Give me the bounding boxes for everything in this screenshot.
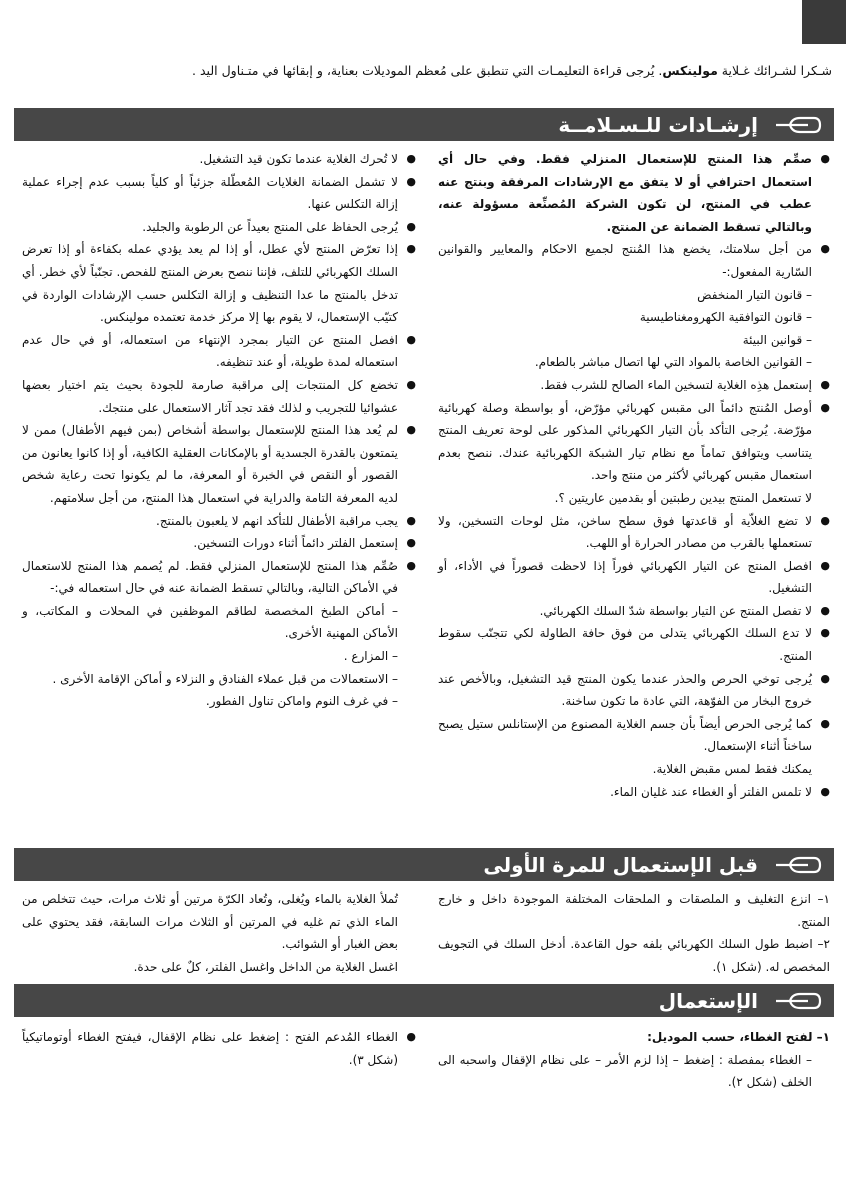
first-use-left-list [22,888,416,978]
first-use-right-list [438,888,830,978]
bullet-item: ● لا تفصل المنتج عن التيار بواسطة شدّ السلك الكهربائي. [438,600,830,623]
intro-after-brand: . يُرجى قراءة التعليمـات التي تنطبق على مُعظم الموديلات بعناية، و إبقائها في متـناول اليد . [192,63,663,78]
list-item: تُملأ الغلاية بالماء ويُغلى، وتُعاد الكرّة مرتين أو ثلاث مرات، حيث تتخلص من الماء الذي تم غليه في المرتين أو الثلاث مرات السابقة، فقد يحتوي على بعض الغبار أو الشوائب. [22,892,398,952]
bullet-item: ● أوصل المُنتج دائماً الى مقبس كهربائي مؤرّض، أو بواسطة وصلة كهربائية مؤرّضة. يُرجى التأكد بأن التيار الكهربائي المذكور على لوحة تعريف المنتج يتناسب ويتوافق تماماً مع نظام تيار الشبكة الكهربائية عندك. ننصح بعدم استعمال مقبس كهربائي لأكثر من منتج واحد. [438,397,830,487]
bullet-item: ● افصل المنتج عن التيار بمجرد الإنتهاء من استعماله، أو في حال عدم استعماله لمدة طويلة، أو عند تنظيفه. [22,329,416,374]
bullet-item: ● لا تُحرك الغلاية عندما تكون قيد التشغيل. [22,148,416,171]
safety-right-list [438,148,830,803]
use-right-column [438,1026,830,1094]
list-item: يمكنك فقط لمس مقبض الغلاية. [652,762,812,777]
bullet-item: ● إستعمل الفلتر دائماً أثناء دورات التسخين. [22,532,416,555]
section-bar-safety [14,108,834,141]
bullet-item: ● يُرجى توخي الحرص والحذر عندما يكون المنتج قيد التشغيل، وبالأخص عند خروج البخار من الفوّهة، التي عادة ما تكون ساخنة. [438,668,830,713]
first-use-left-column [22,888,416,978]
list-item: – قانون التيار المنخفض [697,287,812,302]
list-item: – المزارع . [343,649,398,664]
section-title-first-use: قبل الإستعمال للمرة الأولى [483,852,758,877]
bullet-item: ● إستعمل هذِه الغلاية لتسخين الماء الصالح للشرب فقط. [438,374,830,397]
list-item: – قوانين البيئة [742,332,812,347]
bullet-item: ● يجب مراقبة الأطفال للتأكد انهم لا يلعبون بالمنتج. [22,510,416,533]
list-item: – الاستعمالات من قبل عملاء الفنادق و النزلاء و أماكن الإقامة الأخرى . [52,671,398,686]
section-bar-first-use [14,848,834,881]
bullet-item: ● لم يُعد هذا المنتج للإستعمال بواسطة أشخاص (بمن فيهم الأطفال) ممن لا يتمتعون بالقدرة الجسدية أو بالإمكانات العقلية الكافية، أو إذا كانوا يعانون من القصور أو النقص في الخبرة أو المعرفة، ما لم يكونوا تحت رعاية شخص لديه المعرفة التامة والدراية في استعمال هذا المنتج، من أجل سلامتهم. [22,419,416,509]
bullet-item: ● لا تدع السلك الكهربائي يتدلى من فوق حافة الطاولة لكي تتجنّب سقوط المنتج. [438,622,830,667]
page-corner-tab [802,0,846,44]
pointing-hand-icon [770,113,826,137]
pointing-hand-icon [770,989,826,1013]
bullet-item: ● لا تلمس الفلتر أو الغطاء عند غليان الماء. [438,781,830,804]
intro-before-brand: شـكرا لشـرائك غـلاية [717,63,832,78]
safety-left-column [22,148,416,713]
section-title-safety: إرشـادات للـسـلامــة [558,112,758,137]
bullet-item: ● كما يُرجى الحرص أيضاً بأن جسم الغلاية المصنوع من الإستانلس ستيل يصبح ساخناً أثناء الإستعمال. [438,713,830,758]
list-item: – أماكن الطبخ المخصصة لطاقم الموظفين في المحلات و المكاتب، و الأماكن المهنية الأخرى. [22,603,398,641]
bullet-item: ● من أجل سلامتك، يخضع هذا المُنتج لجميع الاحكام والمعايير والقوانين السّارية المفعول:- [438,238,830,283]
list-item: ١– لفتح الغطاء، حسب الموديل: [647,1030,830,1044]
bullet-item: ● لا تشمل الضمانة الغلايات المُعطّلة جزئياً أو كلياً بسبب عدم إجراء عملية إزالة التكلس عنها. [22,171,416,216]
use-left-list [22,1026,416,1071]
use-right-list [438,1026,830,1094]
list-item: لا تستعمل المنتج بيدين رطبتين أو بقدمين عاريتين ؟. [554,490,812,505]
section-title-use: الإستعمال [658,988,758,1013]
bullet-item: ● صُمِّم هذا المنتج للإستعمال المنزلي فقط. لم يُصمم هذا المنتج للاستعمال في الأماكن التالية، وبالتالي تسقط الضمانة عنه في حال استعماله في:- [22,555,416,600]
section-bar-use [14,984,834,1017]
bullet-item: ● يُرجى الحفاظ على المنتج بعيداً عن الرطوبة والجليد. [22,216,416,239]
bullet-item: ● صمِّم هذا المنتج للإستعمال المنزلي فقط. وفي حال أي استعمال احترافي أو لا يتفق مع الإرشادات المرفقة وبنتج عنه عطب في المنتج، لن تكون الشركة المُصنِّعة مسؤولة عنه، وبالتالي تسقط الضمانة عن المنتج. [438,148,830,238]
bullet-item: ● الغطاء المُدعم الفتح : إضغط على نظام الإقفال، فيفتح الغطاء أوتوماتيكياً (شكل ٣). [22,1026,416,1071]
pointing-hand-icon [770,853,826,877]
bullet-item: ● تخضع كل المنتجات إلى مراقبة صارمة للجودة بحيث يتم اختيار بعضها عشوائيا للتجريب و لذلك فقد تجد آثار الاستعمال على منتجك. [22,374,416,419]
brand-name: مولينكس [662,63,718,78]
bullet-item: ● إذا تعرّض المنتج لأي عطل، أو إذا لم يعد يؤدي عمله بكفاءة أو إذا تعرض السلك الكهربائي للتلف، فإننا ننصح بعرض المنتج للفحص. تجنّباً لأي خطر. أي تدخل بالمنتج ما عدا التنظيف و إزالة التكلس حسب الإرشادات الواردة في كتيّب الإستعمال، لا يقوم بها إلا مركز خدمة تعتمده مولينكس. [22,238,416,328]
safety-left-list [22,148,416,713]
safety-right-column [438,148,830,803]
bullet-item: ● لا تضع الغلاّية أو قاعدتها فوق سطح ساخن، مثل لوحات التسخين، ولا تستعملها بالقرب من مصادر الحرارة أو اللهب. [438,510,830,555]
first-use-right-column [438,888,830,978]
bullet-item: ● افصل المنتج عن التيار الكهربائي فوراً إذا لاحظت قصوراً في الأداء، أو التشغيل. [438,555,830,600]
intro-text [34,60,832,82]
list-item: ٢– اضبط طول السلك الكهربائي بلفه حول القاعدة. أدخل السلك في التجويف المخصص له. (شكل ١). [438,937,830,974]
list-item: – في غرف النوم واماكن تناول الفطور. [205,694,398,709]
list-item: – القوانين الخاصة بالمواد التي لها اتصال مباشر بالطعام. [534,355,812,370]
use-left-column [22,1026,416,1071]
list-item: اغسل الغلاية من الداخل واغسل الفلتر، كلٌ على حدة. [133,959,398,974]
list-item: – قانون التوافقية الكهرومغناطيسية [639,310,812,325]
list-item: ١– انزع التغليف و الملصقات و الملحقات المختلفة الموجودة داخل و خارج المنتج. [438,892,830,929]
list-item: – الغطاء بمفصلة : إضغط – إذا لزم الأمر – على نظام الإقفال واسحبه الى الخلف (شكل ٢). [438,1052,812,1090]
